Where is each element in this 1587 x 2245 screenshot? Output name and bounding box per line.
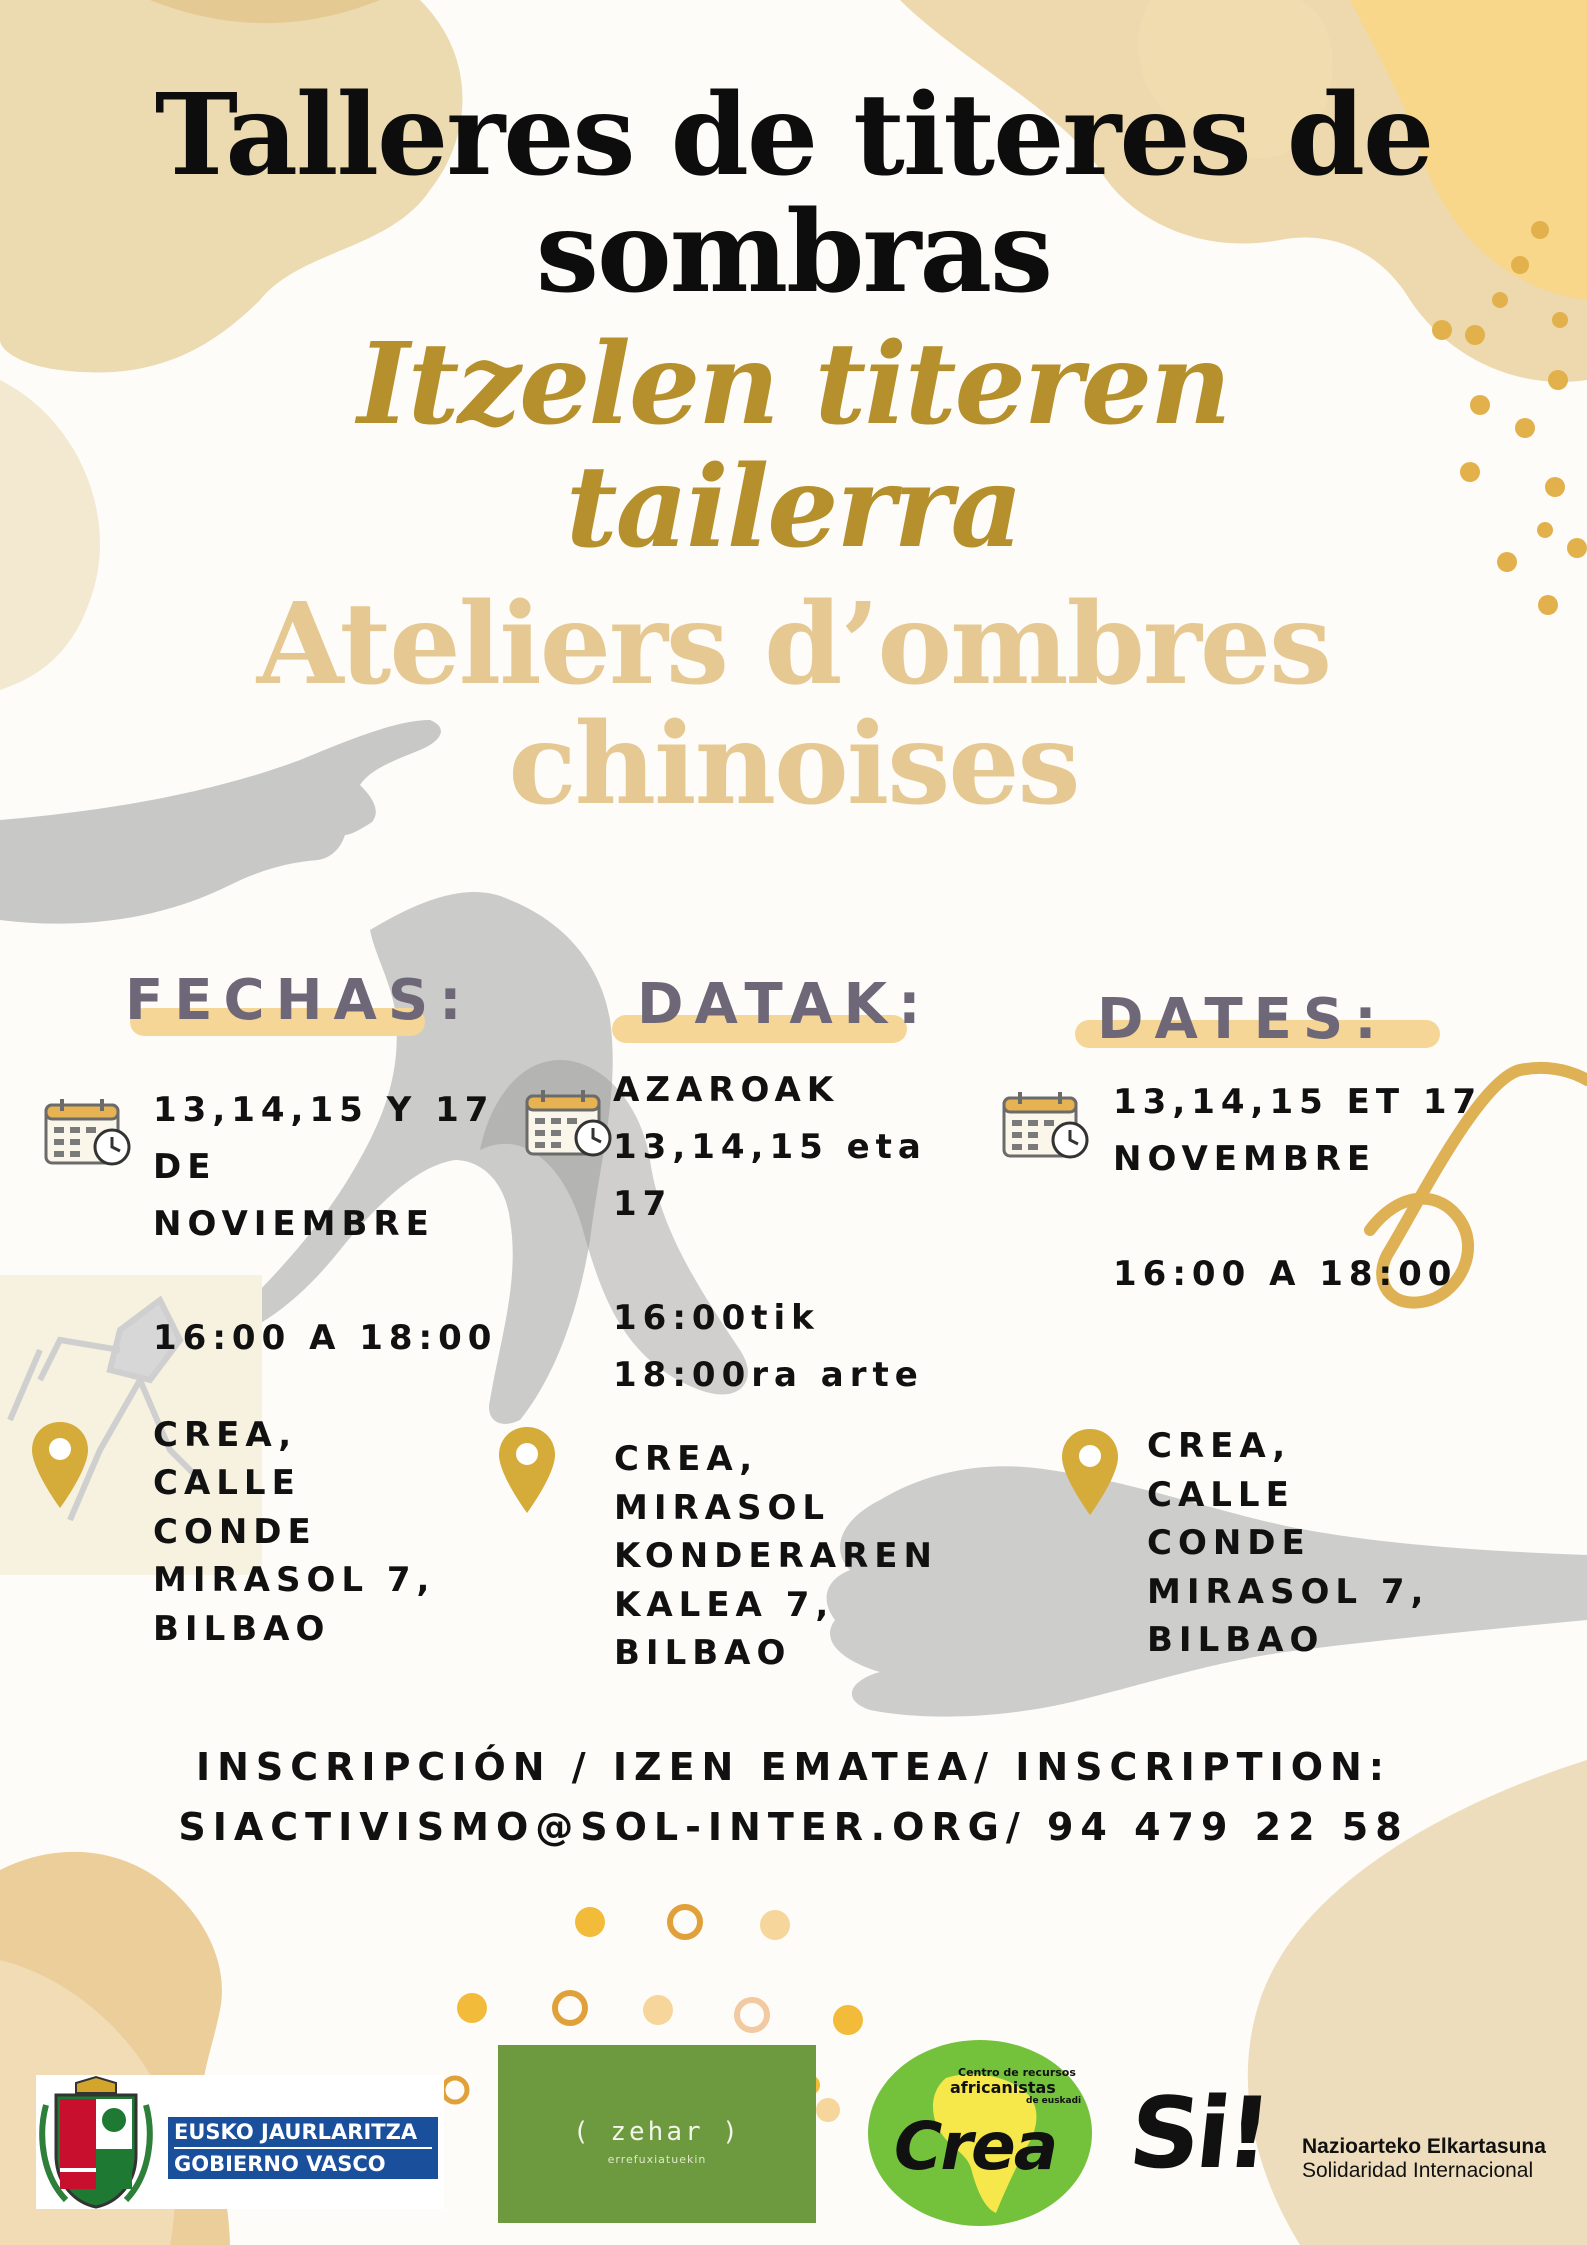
address-line: KONDERAREN (614, 1536, 938, 1576)
gobierno-line1: EUSKO JAURLARITZA (174, 2120, 418, 2144)
heading-dates: DATES: (1097, 987, 1388, 1052)
date-line: 17 (613, 1184, 673, 1224)
address-line: MIRASOL 7, (1147, 1572, 1430, 1612)
address-line: BILBAO (1147, 1620, 1325, 1660)
zehar-logo (498, 2045, 816, 2223)
time-text: 16:00tik (613, 1298, 820, 1338)
zehar-subtitle: errefuxiatuekin (607, 2153, 707, 2166)
date-line: NOVIEMBRE (153, 1204, 435, 1244)
location-pin-icon (497, 1425, 557, 1515)
gobierno-line2: GOBIERNO VASCO (174, 2147, 432, 2179)
date-line: 13,14,15 ET 17 (1113, 1082, 1483, 1122)
address-line: BILBAO (614, 1633, 792, 1673)
gobierno-vasco-logo (36, 2075, 444, 2209)
address-line: CALLE (1147, 1475, 1295, 1515)
address-line: MIRASOL (614, 1488, 831, 1528)
si-mark: Si! (1124, 2077, 1273, 2191)
location-pin-icon (30, 1420, 90, 1510)
title-french-line2: chinoises (508, 699, 1079, 830)
address-line: BILBAO (153, 1609, 331, 1649)
heading-datak: DATAK: (637, 972, 932, 1037)
location-pin-icon (1060, 1427, 1120, 1517)
crea-logo (866, 2038, 1094, 2228)
calendar-icon (1002, 1090, 1092, 1160)
address-line: CREA, (614, 1439, 759, 1479)
crea-name: Crea (894, 2108, 1057, 2185)
date-line: 13,14,15 eta (613, 1127, 927, 1167)
title-french-line1: Ateliers d’ombres (256, 579, 1331, 710)
registration-contact[interactable]: SIACTIVISMO@SOL-INTER.ORG/ 94 479 22 58 (178, 1805, 1409, 1849)
coat-of-arms-icon (36, 2075, 156, 2209)
address-line: CREA, (153, 1415, 298, 1455)
date-line: DE (153, 1147, 217, 1187)
si-line1: Nazioarteko Elkartasuna (1302, 2135, 1546, 2158)
time-text: 18:00ra arte (613, 1355, 924, 1395)
calendar-icon (525, 1088, 615, 1158)
calendar-icon (44, 1097, 134, 1167)
address-line: KALEA 7, (614, 1585, 835, 1625)
title-basque-line1: Itzelen titeren (357, 319, 1230, 450)
date-line: AZAROAK (613, 1070, 840, 1110)
address-line: MIRASOL 7, (153, 1560, 436, 1600)
address-line: CONDE (153, 1512, 317, 1552)
si-line2: Solidaridad Internacional (1302, 2159, 1534, 2182)
gobierno-vasco-label (168, 2117, 438, 2179)
title-basque-line2: tailerra (565, 442, 1022, 573)
time-text: 16:00 A 18:00 (1113, 1254, 1458, 1294)
crea-small-line1: Centro de recursos (958, 2066, 1076, 2079)
heading-fechas: FECHAS: (125, 968, 473, 1033)
registration-label: INSCRIPCIÓN / IZEN EMATEA/ INSCRIPTION: (195, 1745, 1392, 1789)
solidaridad-internacional-logo (1124, 2077, 1580, 2200)
time-text: 16:00 A 18:00 (153, 1318, 498, 1358)
zehar-name: ( zehar ) (573, 2117, 741, 2147)
address-line: CALLE (153, 1463, 301, 1503)
title-spanish-line2: sombras (535, 187, 1052, 318)
crea-small-line3: de euskadi (1026, 2096, 1082, 2106)
address-line: CONDE (1147, 1523, 1311, 1563)
title-spanish-line1: Talleres de titeres de (154, 70, 1433, 201)
date-line: NOVEMBRE (1113, 1139, 1377, 1179)
date-line: 13,14,15 Y 17 (153, 1090, 495, 1130)
address-line: CREA, (1147, 1426, 1292, 1466)
crea-small-line2: africanistas (950, 2078, 1056, 2097)
